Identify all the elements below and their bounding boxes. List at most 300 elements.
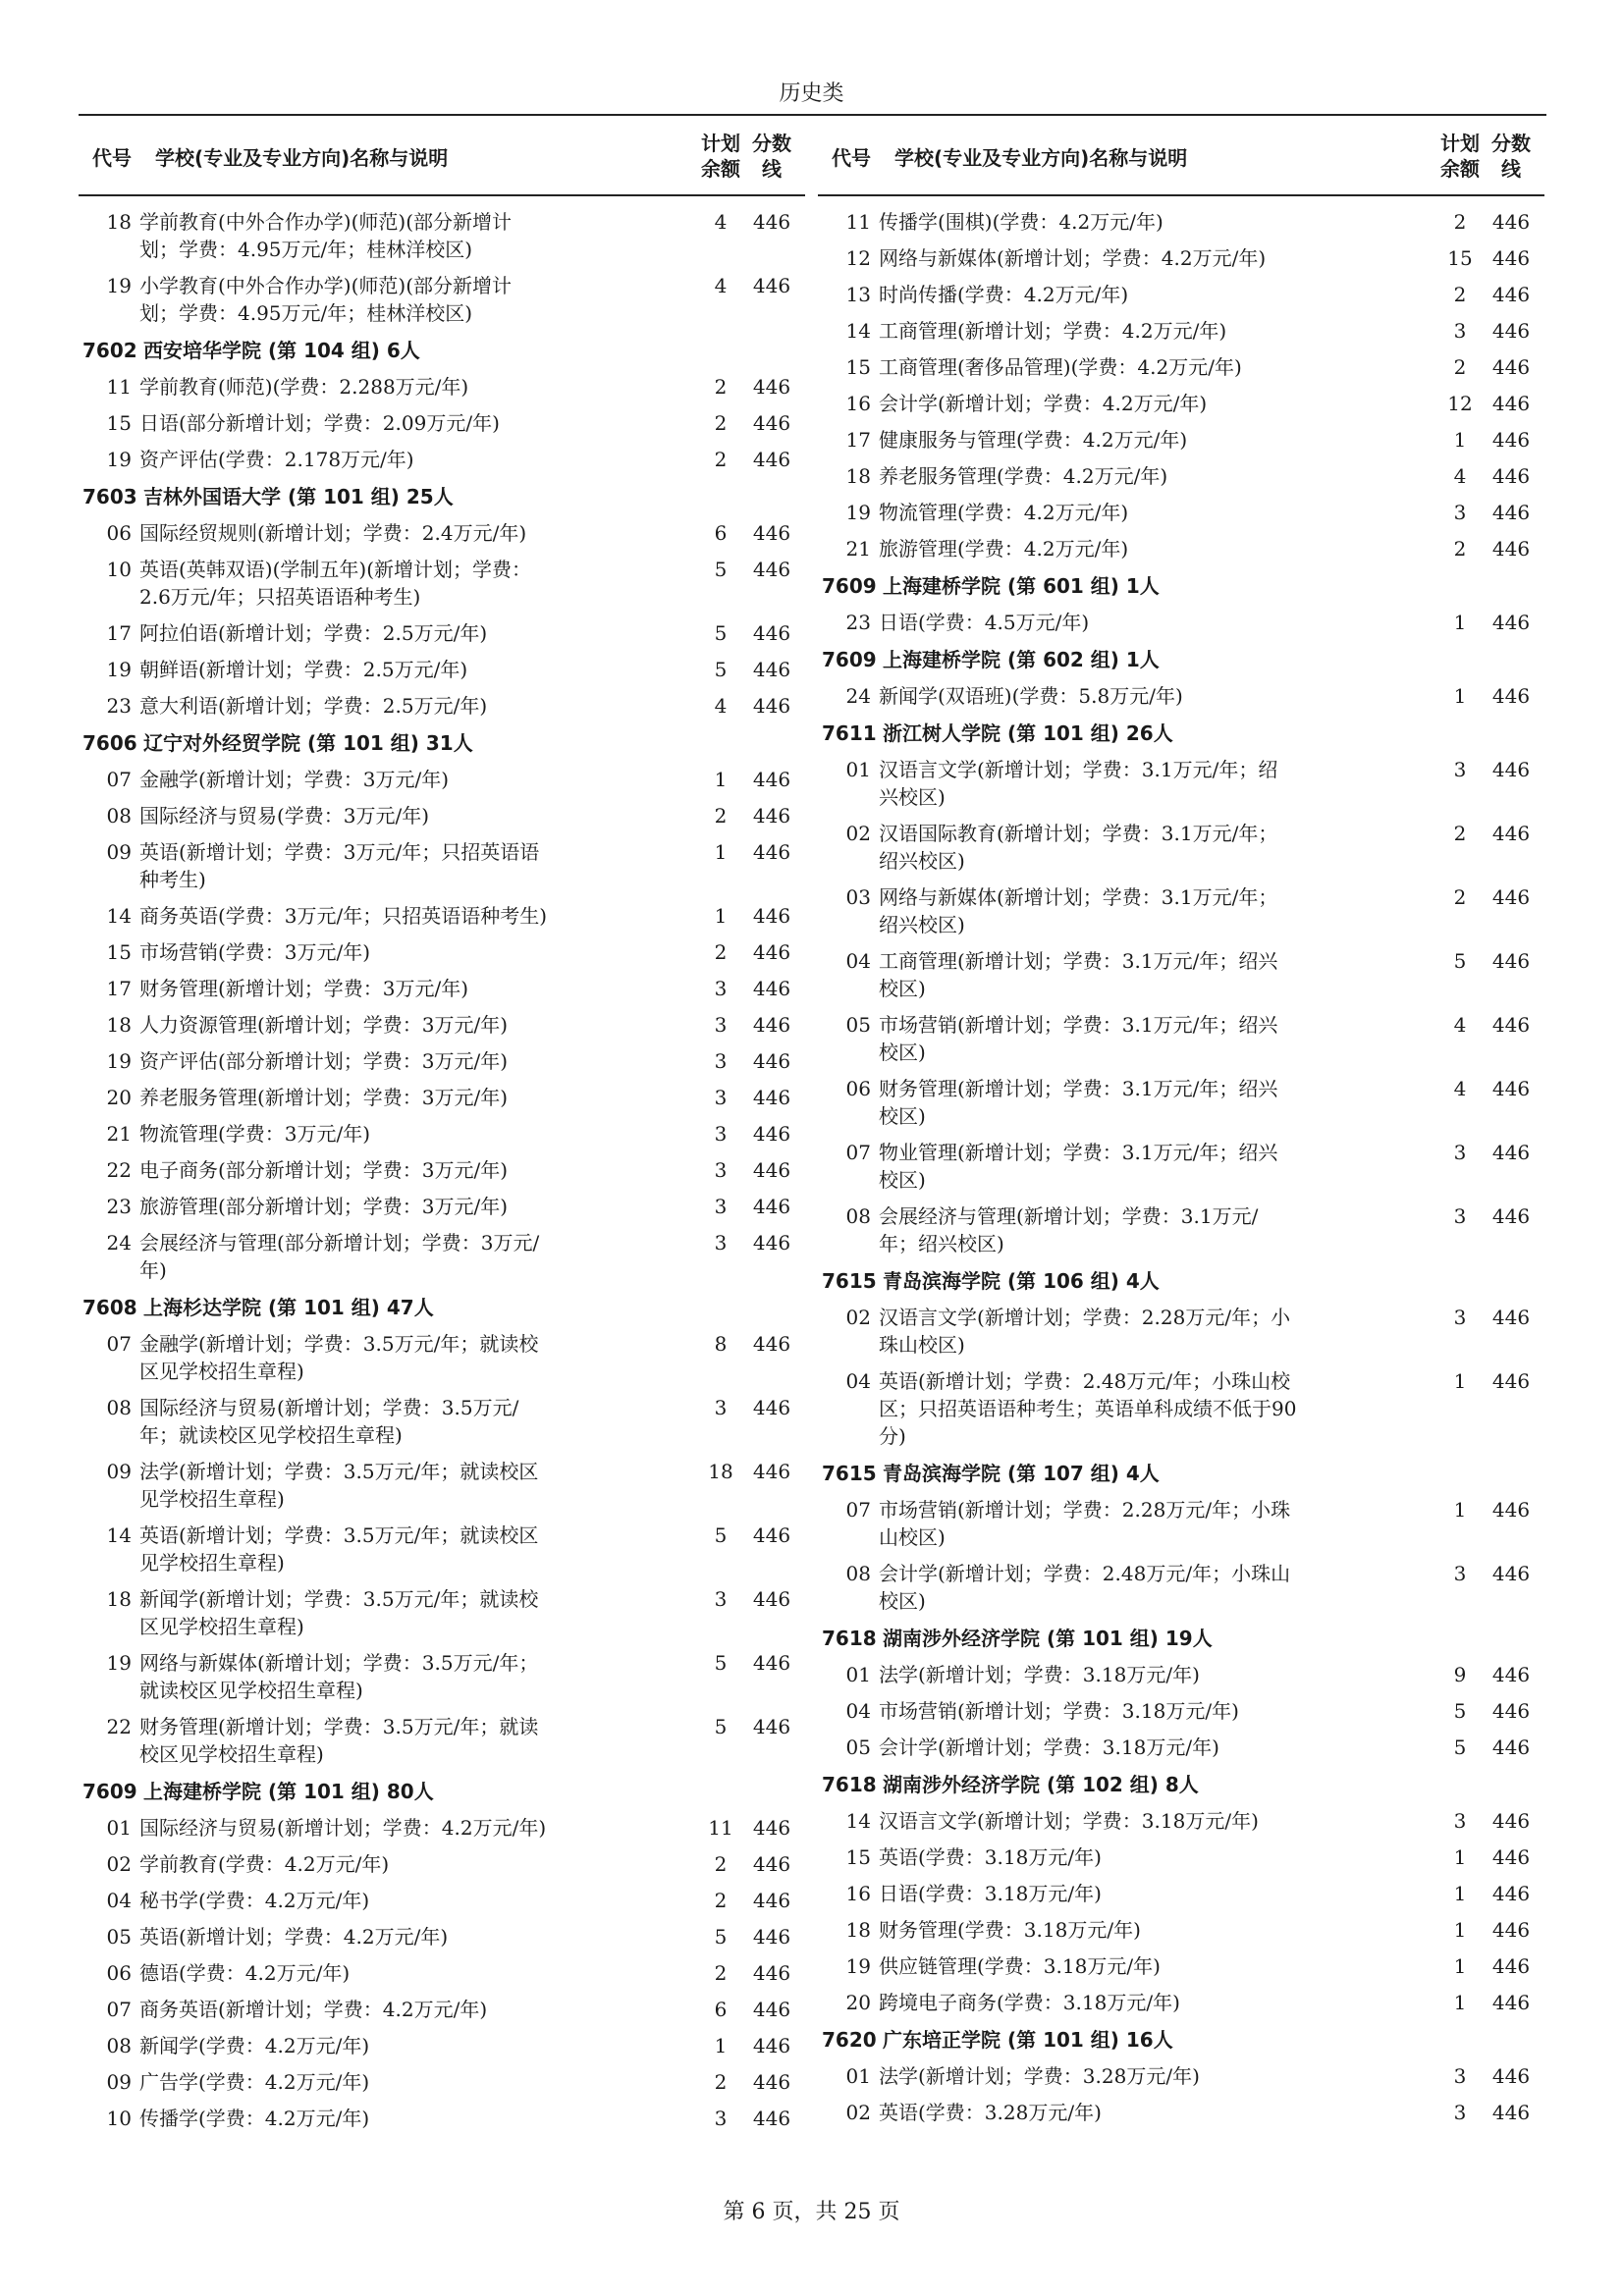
- major-code: 17: [845, 428, 871, 452]
- plan-remaining: 3: [1453, 1306, 1467, 1329]
- major-name: 日语(部分新增计划；学费：2.09万元/年): [139, 411, 500, 435]
- major-code: 12: [845, 246, 871, 270]
- plan-remaining: 3: [714, 1195, 728, 1218]
- score-line: 446: [752, 1195, 791, 1218]
- table-row: [79, 2028, 805, 2064]
- group-name: 湖南涉外经济学院 (第 102 组) 8人: [883, 1773, 1199, 1796]
- major-name: 意大利语(新增计划；学费：2.5万元/年): [139, 694, 488, 718]
- header-plan: 计划 余额: [701, 132, 740, 181]
- major-name: 养老服务管理(新增计划；学费：3万元/年): [139, 1086, 509, 1109]
- major-name: 财务管理(新增计划；学费：3.1万元/年；绍兴 校区): [879, 1077, 1278, 1128]
- score-line: 446: [1491, 822, 1531, 845]
- score-line: 446: [752, 375, 791, 399]
- major-code: 14: [106, 904, 132, 928]
- score-line: 446: [1491, 464, 1531, 488]
- group-code: 7620: [822, 2028, 877, 2052]
- major-name: 金融学(新增计划；学费：3万元/年): [139, 768, 450, 791]
- score-line: 446: [752, 940, 791, 964]
- table-row: [818, 1876, 1544, 1912]
- plan-remaining: 5: [714, 621, 728, 645]
- major-name: 英语(学费：3.18万元/年): [879, 1845, 1102, 1869]
- score-line: 446: [752, 1998, 791, 2021]
- major-name: 英语(英韩双语)(学制五年)(新增计划；学费： 2.6万元/年；只招英语语种考生): [139, 558, 532, 609]
- score-line: 446: [1491, 1991, 1531, 2014]
- score-line: 446: [1491, 2064, 1531, 2088]
- plan-remaining: 1: [1453, 684, 1467, 708]
- major-code: 06: [845, 1077, 871, 1100]
- plan-remaining: 1: [1453, 1369, 1467, 1393]
- major-name: 德语(学费：4.2万元/年): [139, 1961, 351, 1985]
- table-row: [818, 1071, 1544, 1135]
- major-code: 23: [845, 611, 871, 634]
- score-line: 446: [1491, 1663, 1531, 1686]
- plan-remaining: 6: [714, 1998, 728, 2021]
- group-name: 广东培正学院 (第 101 组) 16人: [883, 2028, 1173, 2052]
- table-row: [818, 277, 1544, 313]
- plan-remaining: 3: [714, 1158, 728, 1182]
- table-row: [818, 204, 1544, 240]
- plan-remaining: 5: [1453, 949, 1467, 973]
- major-name: 旅游管理(部分新增计划；学费：3万元/年): [139, 1195, 509, 1218]
- major-code: 07: [845, 1498, 871, 1522]
- table-row: [79, 2101, 805, 2137]
- plan-remaining: 12: [1447, 392, 1473, 415]
- major-code: 18: [106, 1013, 132, 1037]
- major-name: 朝鲜语(新增计划；学费：2.5万元/年): [139, 658, 468, 681]
- major-code: 18: [106, 210, 132, 234]
- score-line: 446: [1491, 1809, 1531, 1833]
- major-name: 法学(新增计划；学费：3.28万元/年): [879, 2064, 1200, 2088]
- table-row: [79, 2064, 805, 2101]
- major-name: 汉语言文学(新增计划；学费：3.1万元/年；绍 兴校区): [879, 758, 1278, 809]
- major-name: 健康服务与管理(学费：4.2万元/年): [879, 428, 1188, 452]
- score-line: 446: [1491, 758, 1531, 781]
- major-code: 17: [106, 621, 132, 645]
- table-row: [79, 1709, 805, 1773]
- table-row: [79, 268, 805, 332]
- score-line: 446: [1491, 1013, 1531, 1037]
- major-name: 工商管理(新增计划；学费：4.2万元/年): [879, 319, 1227, 343]
- plan-remaining: 5: [714, 1925, 728, 1949]
- group-name: 上海建桥学院 (第 601 组) 1人: [883, 574, 1160, 598]
- table-row: [79, 442, 805, 478]
- score-line: 446: [1491, 501, 1531, 524]
- major-code: 05: [106, 1925, 132, 1949]
- major-name: 财务管理(新增计划；学费：3.5万元/年；就读 校区见学校招生章程): [139, 1715, 539, 1766]
- table-row: [818, 1803, 1544, 1840]
- table-row: [818, 816, 1544, 880]
- major-name: 会计学(新增计划；学费：4.2万元/年): [879, 392, 1208, 415]
- group-heading: [79, 1289, 805, 1326]
- score-line: 446: [752, 1332, 791, 1356]
- major-code: 04: [845, 949, 871, 973]
- score-line: 446: [752, 1460, 791, 1483]
- major-code: 20: [106, 1086, 132, 1109]
- plan-remaining: 5: [714, 1715, 728, 1738]
- left-rows: [79, 196, 805, 2137]
- major-code: 07: [106, 1998, 132, 2021]
- major-code: 08: [106, 804, 132, 828]
- major-name: 人力资源管理(新增计划；学费：3万元/年): [139, 1013, 509, 1037]
- major-name: 会展经济与管理(新增计划；学费：3.1万元/ 年；绍兴校区): [879, 1204, 1259, 1255]
- table-row: [79, 834, 805, 898]
- score-line: 446: [1491, 1141, 1531, 1164]
- table-row: [818, 1363, 1544, 1455]
- major-name: 物流管理(学费：3万元/年): [139, 1122, 371, 1146]
- group-code: 7611: [822, 721, 877, 745]
- major-name: 会计学(新增计划；学费：3.18万元/年): [879, 1735, 1219, 1759]
- group-code: 7609: [82, 1780, 137, 1803]
- major-name: 市场营销(新增计划；学费：2.28万元/年；小珠 山校区): [879, 1498, 1291, 1549]
- table-row: [79, 369, 805, 405]
- score-line: 446: [1491, 1498, 1531, 1522]
- group-code: 7602: [82, 339, 137, 362]
- group-code: 7618: [822, 1773, 877, 1796]
- major-code: 21: [106, 1122, 132, 1146]
- plan-remaining: 3: [714, 1231, 728, 1255]
- table-row: [79, 1007, 805, 1043]
- major-code: 08: [106, 1396, 132, 1419]
- table-row: [79, 1645, 805, 1709]
- left-column: [79, 118, 805, 2137]
- major-name: 汉语言文学(新增计划；学费：3.18万元/年): [879, 1809, 1259, 1833]
- plan-remaining: 1: [1453, 1498, 1467, 1522]
- plan-remaining: 3: [1453, 1204, 1467, 1228]
- score-line: 446: [752, 840, 791, 864]
- major-code: 19: [845, 501, 871, 524]
- score-line: 446: [1491, 1204, 1531, 1228]
- table-row: [79, 1454, 805, 1518]
- plan-remaining: 3: [1453, 1141, 1467, 1164]
- header-score: 分数 线: [752, 132, 791, 181]
- major-name: 财务管理(新增计划；学费：3万元/年): [139, 977, 469, 1000]
- table-row: [818, 1007, 1544, 1071]
- table-row: [818, 605, 1544, 641]
- table-row: [79, 1152, 805, 1189]
- major-code: 24: [845, 684, 871, 708]
- score-line: 446: [752, 658, 791, 681]
- header-name: 学校(专业及专业方向)名称与说明: [894, 145, 1188, 170]
- score-line: 446: [752, 1086, 791, 1109]
- major-code: 20: [845, 1991, 871, 2014]
- score-line: 446: [1491, 1077, 1531, 1100]
- major-code: 22: [106, 1158, 132, 1182]
- major-code: 11: [106, 375, 132, 399]
- major-name: 商务英语(新增计划；学费：4.2万元/年): [139, 1998, 488, 2021]
- score-line: 446: [752, 804, 791, 828]
- plan-remaining: 11: [708, 1816, 733, 1840]
- plan-remaining: 1: [714, 904, 728, 928]
- major-code: 15: [845, 1845, 871, 1869]
- major-name: 资产评估(学费：2.178万元/年): [139, 448, 414, 471]
- major-code: 09: [106, 1460, 132, 1483]
- plan-remaining: 2: [714, 448, 728, 471]
- table-row: [818, 1556, 1544, 1620]
- major-code: 04: [845, 1699, 871, 1723]
- major-code: 06: [106, 1961, 132, 1985]
- table-row: [818, 880, 1544, 943]
- score-line: 446: [1491, 319, 1531, 343]
- major-name: 养老服务管理(学费：4.2万元/年): [879, 464, 1168, 488]
- table-row: [79, 1189, 805, 1225]
- plan-remaining: 4: [714, 694, 728, 718]
- score-line: 446: [752, 1925, 791, 1949]
- table-row: [818, 349, 1544, 386]
- major-code: 02: [106, 1852, 132, 1876]
- major-code: 11: [845, 210, 871, 234]
- major-name: 金融学(新增计划；学费：3.5万元/年；就读校 区见学校招生章程): [139, 1332, 539, 1383]
- plan-remaining: 1: [1453, 611, 1467, 634]
- major-code: 07: [106, 768, 132, 791]
- score-line: 446: [752, 1158, 791, 1182]
- plan-remaining: 2: [714, 1889, 728, 1912]
- score-line: 446: [1491, 355, 1531, 379]
- major-name: 法学(新增计划；学费：3.18万元/年): [879, 1663, 1200, 1686]
- table-row: [818, 752, 1544, 816]
- major-name: 会展经济与管理(部分新增计划；学费：3万元/ 年): [139, 1231, 540, 1282]
- score-line: 446: [1491, 1699, 1531, 1723]
- plan-remaining: 5: [1453, 1699, 1467, 1723]
- group-heading: [818, 567, 1544, 605]
- score-line: 446: [1491, 537, 1531, 561]
- major-name: 工商管理(奢侈品管理)(学费：4.2万元/年): [879, 355, 1242, 379]
- major-code: 16: [845, 1882, 871, 1905]
- group-name: 湖南涉外经济学院 (第 101 组) 19人: [883, 1627, 1213, 1650]
- plan-remaining: 2: [1453, 537, 1467, 561]
- score-line: 446: [1491, 1735, 1531, 1759]
- major-name: 商务英语(学费：3万元/年；只招英语语种考生): [139, 904, 548, 928]
- major-code: 22: [106, 1715, 132, 1738]
- table-row: [79, 1955, 805, 1992]
- major-name: 小学教育(中外合作办学)(师范)(部分新增计 划；学费：4.95万元/年；桂林洋校区): [139, 274, 513, 325]
- group-code: 7609: [822, 648, 877, 671]
- table-row: [818, 458, 1544, 495]
- plan-remaining: 18: [708, 1460, 733, 1483]
- plan-remaining: 4: [1453, 464, 1467, 488]
- major-code: 03: [845, 885, 871, 909]
- score-line: 446: [752, 210, 791, 234]
- major-name: 新闻学(双语班)(学费：5.8万元/年): [879, 684, 1183, 708]
- major-code: 18: [845, 464, 871, 488]
- major-code: 02: [845, 2101, 871, 2124]
- table-row: [79, 652, 805, 688]
- score-line: 446: [1491, 1369, 1531, 1393]
- plan-remaining: 1: [1453, 1918, 1467, 1942]
- score-line: 446: [1491, 1845, 1531, 1869]
- group-name: 上海杉达学院 (第 101 组) 47人: [143, 1296, 434, 1319]
- score-line: 446: [752, 558, 791, 581]
- score-line: 446: [1491, 684, 1531, 708]
- major-code: 19: [106, 1049, 132, 1073]
- major-code: 09: [106, 840, 132, 864]
- major-code: 06: [106, 521, 132, 545]
- plan-remaining: 4: [1453, 1077, 1467, 1100]
- table-row: [818, 1492, 1544, 1556]
- column-header: [79, 118, 805, 196]
- major-name: 国际经济与贸易(新增计划；学费：3.5万元/ 年；就读校区见学校招生章程): [139, 1396, 519, 1447]
- major-code: 08: [106, 2034, 132, 2057]
- score-line: 446: [1491, 949, 1531, 973]
- table-row: [818, 1949, 1544, 1985]
- score-line: 446: [1491, 885, 1531, 909]
- header-plan: 计划 余额: [1440, 132, 1480, 181]
- major-code: 19: [106, 1651, 132, 1675]
- table-row: [79, 1225, 805, 1289]
- plan-remaining: 3: [714, 1122, 728, 1146]
- major-code: 04: [106, 1889, 132, 1912]
- score-line: 446: [1491, 1882, 1531, 1905]
- table-row: [79, 1080, 805, 1116]
- right-rows: [818, 196, 1544, 2131]
- score-line: 446: [752, 274, 791, 297]
- major-name: 会计学(新增计划；学费：2.48万元/年；小珠山 校区): [879, 1562, 1291, 1613]
- major-code: 18: [845, 1918, 871, 1942]
- column-header: [818, 118, 1544, 196]
- group-code: 7606: [82, 731, 137, 755]
- table-row: [79, 1581, 805, 1645]
- major-name: 市场营销(新增计划；学费：3.1万元/年；绍兴 校区): [879, 1013, 1278, 1064]
- plan-remaining: 2: [714, 375, 728, 399]
- major-code: 07: [845, 1141, 871, 1164]
- major-name: 时尚传播(学费：4.2万元/年): [879, 283, 1129, 306]
- table-row: [79, 688, 805, 724]
- table-row: [818, 531, 1544, 567]
- score-line: 446: [752, 977, 791, 1000]
- score-line: 446: [752, 521, 791, 545]
- table-row: [818, 1912, 1544, 1949]
- group-name: 浙江树人学院 (第 101 组) 26人: [883, 721, 1173, 745]
- score-line: 446: [752, 2107, 791, 2130]
- major-name: 汉语国际教育(新增计划；学费：3.1万元/年； 绍兴校区): [879, 822, 1278, 873]
- plan-remaining: 5: [714, 1523, 728, 1547]
- group-name: 上海建桥学院 (第 101 组) 80人: [143, 1780, 434, 1803]
- page-footer: 第 6 页，共 25 页: [723, 2200, 900, 2224]
- table-row: [79, 1883, 805, 1919]
- score-line: 446: [752, 1651, 791, 1675]
- table-row: [79, 1992, 805, 2028]
- table-row: [79, 971, 805, 1007]
- table-row: [818, 422, 1544, 458]
- score-line: 446: [752, 1049, 791, 1073]
- table-row: [818, 1840, 1544, 1876]
- group-heading: [818, 715, 1544, 752]
- table-row: [79, 1116, 805, 1152]
- group-heading: [79, 332, 805, 369]
- table-row: [79, 1846, 805, 1883]
- score-line: 446: [752, 1961, 791, 1985]
- table-row: [79, 204, 805, 268]
- plan-remaining: 3: [1453, 758, 1467, 781]
- table-row: [79, 1919, 805, 1955]
- table-row: [79, 1810, 805, 1846]
- score-line: 446: [752, 1396, 791, 1419]
- major-code: 05: [845, 1735, 871, 1759]
- major-code: 19: [106, 448, 132, 471]
- plan-remaining: 1: [1453, 1991, 1467, 2014]
- plan-remaining: 4: [1453, 1013, 1467, 1037]
- table-row: [79, 798, 805, 834]
- table-row: [79, 1326, 805, 1390]
- score-line: 446: [752, 1523, 791, 1547]
- major-name: 电子商务(部分新增计划；学费：3万元/年): [139, 1158, 509, 1182]
- major-name: 学前教育(师范)(学费：2.288万元/年): [139, 375, 469, 399]
- plan-remaining: 2: [1453, 822, 1467, 845]
- plan-remaining: 2: [714, 1961, 728, 1985]
- score-line: 446: [752, 694, 791, 718]
- major-name: 新闻学(新增计划；学费：3.5万元/年；就读校 区见学校招生章程): [139, 1587, 539, 1638]
- major-code: 10: [106, 558, 132, 581]
- score-line: 446: [752, 1715, 791, 1738]
- group-heading: [818, 641, 1544, 678]
- major-code: 07: [106, 1332, 132, 1356]
- table-row: [79, 552, 805, 615]
- score-line: 446: [752, 2070, 791, 2094]
- major-name: 学前教育(学费：4.2万元/年): [139, 1852, 390, 1876]
- group-code: 7608: [82, 1296, 137, 1319]
- major-name: 秘书学(学费：4.2万元/年): [139, 1889, 370, 1912]
- plan-remaining: 2: [1453, 885, 1467, 909]
- plan-remaining: 6: [714, 521, 728, 545]
- table-row: [79, 405, 805, 442]
- group-heading: [818, 1766, 1544, 1803]
- plan-remaining: 1: [1453, 428, 1467, 452]
- score-line: 446: [1491, 428, 1531, 452]
- plan-remaining: 2: [1453, 355, 1467, 379]
- top-rule: [79, 114, 1546, 116]
- plan-remaining: 2: [1453, 283, 1467, 306]
- major-name: 国际经济与贸易(学费：3万元/年): [139, 804, 430, 828]
- major-name: 工商管理(新增计划；学费：3.1万元/年；绍兴 校区): [879, 949, 1278, 1000]
- major-name: 英语(新增计划；学费：3万元/年；只招英语语 种考生): [139, 840, 540, 891]
- major-name: 英语(新增计划；学费：3.5万元/年；就读校区 见学校招生章程): [139, 1523, 539, 1575]
- major-name: 市场营销(新增计划；学费：3.18万元/年): [879, 1699, 1239, 1723]
- plan-remaining: 9: [1453, 1663, 1467, 1686]
- plan-remaining: 3: [714, 1013, 728, 1037]
- group-heading: [818, 1455, 1544, 1492]
- plan-remaining: 3: [714, 1587, 728, 1611]
- score-line: 446: [752, 1013, 791, 1037]
- major-name: 广告学(学费：4.2万元/年): [139, 2070, 370, 2094]
- score-line: 446: [752, 1587, 791, 1611]
- group-heading: [79, 724, 805, 762]
- major-name: 财务管理(学费：3.18万元/年): [879, 1918, 1141, 1942]
- group-name: 上海建桥学院 (第 602 组) 1人: [883, 648, 1160, 671]
- major-code: 14: [845, 1809, 871, 1833]
- score-line: 446: [1491, 246, 1531, 270]
- plan-remaining: 4: [714, 210, 728, 234]
- group-code: 7615: [822, 1462, 877, 1485]
- major-code: 01: [845, 1663, 871, 1686]
- right-column: [818, 118, 1544, 2131]
- plan-remaining: 15: [1447, 246, 1473, 270]
- plan-remaining: 5: [714, 658, 728, 681]
- table-row: [79, 515, 805, 552]
- plan-remaining: 3: [1453, 501, 1467, 524]
- plan-remaining: 1: [1453, 1954, 1467, 1978]
- score-line: 446: [752, 768, 791, 791]
- major-code: 04: [845, 1369, 871, 1393]
- header-name: 学校(专业及专业方向)名称与说明: [155, 145, 449, 170]
- major-code: 23: [106, 1195, 132, 1218]
- score-line: 446: [1491, 283, 1531, 306]
- major-name: 国际经贸规则(新增计划；学费：2.4万元/年): [139, 521, 527, 545]
- plan-remaining: 1: [714, 2034, 728, 2057]
- table-row: [818, 313, 1544, 349]
- group-code: 7618: [822, 1627, 877, 1650]
- score-line: 446: [1491, 1918, 1531, 1942]
- major-code: 24: [106, 1231, 132, 1255]
- plan-remaining: 2: [714, 411, 728, 435]
